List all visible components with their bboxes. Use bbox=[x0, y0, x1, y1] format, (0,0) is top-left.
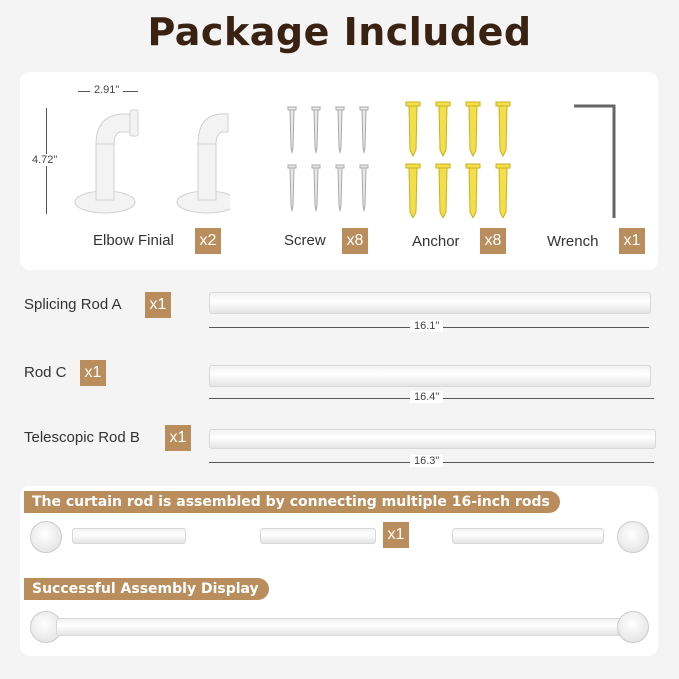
display-right-finial-icon bbox=[617, 611, 649, 643]
assembly-rod-b bbox=[452, 528, 604, 544]
assembly-banner: The curtain rod is assembled by connecting multiple 16-inch rods bbox=[24, 491, 560, 513]
rod-c-label: Rod C bbox=[24, 364, 67, 381]
rod-b-qty-badge: x1 bbox=[165, 425, 191, 451]
height-dimension-label: 4.72" bbox=[28, 154, 61, 166]
rod-a-label: Splicing Rod A bbox=[24, 296, 122, 313]
wrench-label: Wrench bbox=[547, 233, 599, 250]
screw-label: Screw bbox=[284, 232, 326, 249]
assembly-rod-c bbox=[260, 528, 376, 544]
right-finial-icon bbox=[617, 521, 649, 553]
width-dimension-label: 2.91" bbox=[90, 84, 123, 96]
elbow-finial-image bbox=[70, 100, 230, 218]
assembly-rod-a bbox=[72, 528, 186, 544]
rod-b-image bbox=[209, 429, 656, 449]
page-title: Package Included bbox=[147, 10, 532, 54]
assembly-qty-badge: x1 bbox=[383, 522, 409, 548]
left-finial-icon bbox=[30, 521, 62, 553]
rod-c-image bbox=[209, 365, 651, 387]
rod-a-image bbox=[209, 292, 651, 314]
assembled-rod bbox=[56, 618, 622, 636]
rod-a-qty-badge: x1 bbox=[145, 292, 171, 318]
anchor-qty-badge: x8 bbox=[480, 228, 506, 254]
elbow-finial-qty-badge: x2 bbox=[195, 228, 221, 254]
anchor-image bbox=[402, 100, 514, 218]
rod-c-qty-badge: x1 bbox=[80, 360, 106, 386]
rod-c-length: 16.4" bbox=[410, 391, 443, 403]
rod-b-label: Telescopic Rod B bbox=[24, 429, 140, 446]
wrench-image bbox=[570, 102, 620, 220]
rod-a-length: 16.1" bbox=[410, 320, 443, 332]
wrench-qty-badge: x1 bbox=[619, 228, 645, 254]
anchor-label: Anchor bbox=[412, 233, 460, 250]
elbow-finial-label: Elbow Finial bbox=[93, 232, 174, 249]
screw-qty-badge: x8 bbox=[342, 228, 368, 254]
display-banner: Successful Assembly Display bbox=[24, 578, 269, 600]
rod-b-length: 16.3" bbox=[410, 455, 443, 467]
screw-image bbox=[282, 103, 370, 215]
